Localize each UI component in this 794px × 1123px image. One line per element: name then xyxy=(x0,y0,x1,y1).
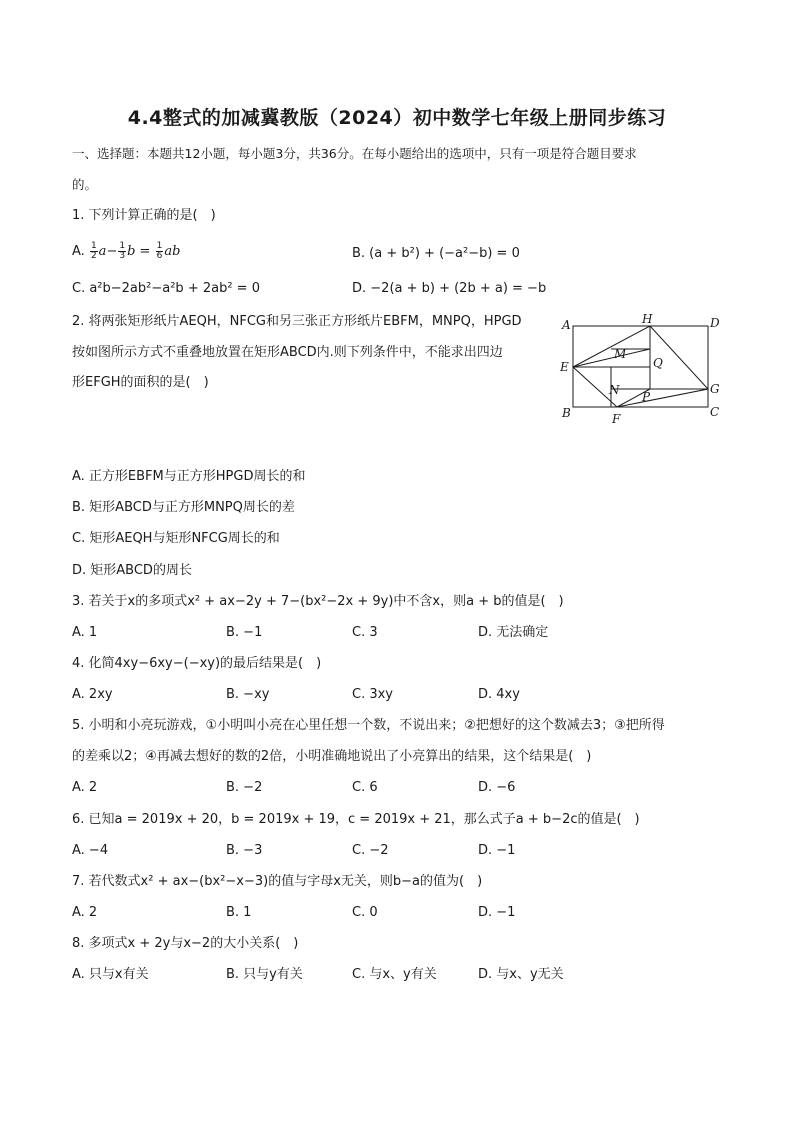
fraction-half: $\frac{1}{2}$ xyxy=(90,241,97,261)
q1-option-a-label: A. xyxy=(72,244,85,259)
q7-option-c: C. 0 xyxy=(352,905,378,920)
q7-stem: 7. 若代数式x² + ax−(bx²−x−3)的值与字母x无关，则b−a的值为( ) xyxy=(72,874,483,889)
q2-stem-line3: 形EFGH的面积的是( ) xyxy=(72,375,209,390)
q2-geometry-figure xyxy=(556,312,726,432)
q2-option-c: C. 矩形AEQH与矩形NFCG周长的和 xyxy=(72,531,280,546)
label-p: P xyxy=(642,390,651,404)
q8-option-b: B. 只与y有关 xyxy=(226,967,303,982)
q6-option-a: A. −4 xyxy=(72,843,109,858)
q2-option-d: D. 矩形ABCD的周长 xyxy=(72,563,192,578)
label-b: B xyxy=(562,406,571,420)
section-heading-line1: 一、选择题：本题共12小题，每小题3分，共36分。在每小题给出的选项中，只有一项是符合题目要求 xyxy=(72,146,637,161)
q2-stem-line1: 2. 将两张矩形纸片AEQH，NFCG和另三张正方形纸片EBFM，MNPQ，HPGD xyxy=(72,314,522,329)
q4-option-b: B. −xy xyxy=(226,687,270,702)
q1-option-c: C. a²b−2ab²−a²b + 2ab² = 0 xyxy=(72,281,260,296)
label-g: G xyxy=(710,382,720,396)
q7-option-b: B. 1 xyxy=(226,905,252,920)
section-heading-line2: 的。 xyxy=(72,177,98,192)
q3-option-a: A. 1 xyxy=(72,625,98,640)
q1-option-d: D. −2(a + b) + (2b + a) = −b xyxy=(352,281,547,296)
q2-option-a: A. 正方形EBFM与正方形HPGD周长的和 xyxy=(72,469,306,484)
segment-eq xyxy=(573,349,650,367)
q4-stem: 4. 化简4xy−6xy−(−xy)的最后结果是( ) xyxy=(72,656,322,671)
q7-option-d: D. −1 xyxy=(478,905,516,920)
q8-option-d: D. 与x、y无关 xyxy=(478,967,564,982)
q5-stem-line2: 的差乘以2；④再减去想好的数的2倍，小明准确地说出了小亮算出的结果，这个结果是( ) xyxy=(72,749,592,764)
label-c: C xyxy=(710,405,720,419)
q3-option-b: B. −1 xyxy=(226,625,263,640)
label-q: Q xyxy=(653,356,663,370)
fraction-third: $\frac{1}{3}$ xyxy=(119,241,126,261)
q6-stem: 6. 已知a = 2019x + 20，b = 2019x + 19，c = 2019x + 21，那么式子a + b−2c的值是( ) xyxy=(72,812,640,827)
q5-option-a: A. 2 xyxy=(72,780,98,795)
q1-stem: 1. 下列计算正确的是( ) xyxy=(72,208,216,223)
q1-option-a: A. $\frac{1}{2}$ a− $\frac{1}{3}$ b = $\frac{1}{6}$ ab xyxy=(72,241,181,261)
q7-option-a: A. 2 xyxy=(72,905,98,920)
q1-option-b: B. (a + b²) + (−a²−b) = 0 xyxy=(352,246,520,261)
label-e: E xyxy=(560,360,569,374)
q8-stem: 8. 多项式x + 2y与x−2的大小关系( ) xyxy=(72,936,299,951)
label-m: M xyxy=(614,347,627,361)
q5-option-d: D. −6 xyxy=(478,780,516,795)
q3-option-d: D. 无法确定 xyxy=(478,625,549,640)
q4-option-c: C. 3xy xyxy=(352,687,393,702)
q5-stem-line1: 5. 小明和小亮玩游戏，①小明叫小亮在心里任想一个数，不说出来；②把想好的这个数减去3；③把所得 xyxy=(72,718,665,733)
label-n: N xyxy=(609,383,620,397)
q2-option-b: B. 矩形ABCD与正方形MNPQ周长的差 xyxy=(72,500,295,515)
q8-option-c: C. 与x、y有关 xyxy=(352,967,437,982)
label-a: A xyxy=(562,318,571,332)
q3-stem: 3. 若关于x的多项式x² + ax−2y + 7−(bx²−2x + 9y)中不含x，则a + b的值是( ) xyxy=(72,594,564,609)
q6-option-c: C. −2 xyxy=(352,843,389,858)
q2-stem-line2: 按如图所示方式不重叠地放置在矩形ABCD内.则下列条件中，不能求出四边 xyxy=(72,345,503,360)
q4-option-a: A. 2xy xyxy=(72,687,113,702)
q5-option-c: C. 6 xyxy=(352,780,378,795)
q5-option-b: B. −2 xyxy=(226,780,263,795)
q4-option-d: D. 4xy xyxy=(478,687,520,702)
q8-option-a: A. 只与x有关 xyxy=(72,967,149,982)
q3-option-c: C. 3 xyxy=(352,625,378,640)
q6-option-b: B. −3 xyxy=(226,843,263,858)
fraction-sixth: $\frac{1}{6}$ xyxy=(156,241,163,261)
page-title: 4.4整式的加减冀教版（2024）初中数学七年级上册同步练习 xyxy=(127,107,667,129)
label-d: D xyxy=(710,316,720,330)
label-f: F xyxy=(612,412,621,426)
q6-option-d: D. −1 xyxy=(478,843,516,858)
label-h: H xyxy=(642,312,653,326)
